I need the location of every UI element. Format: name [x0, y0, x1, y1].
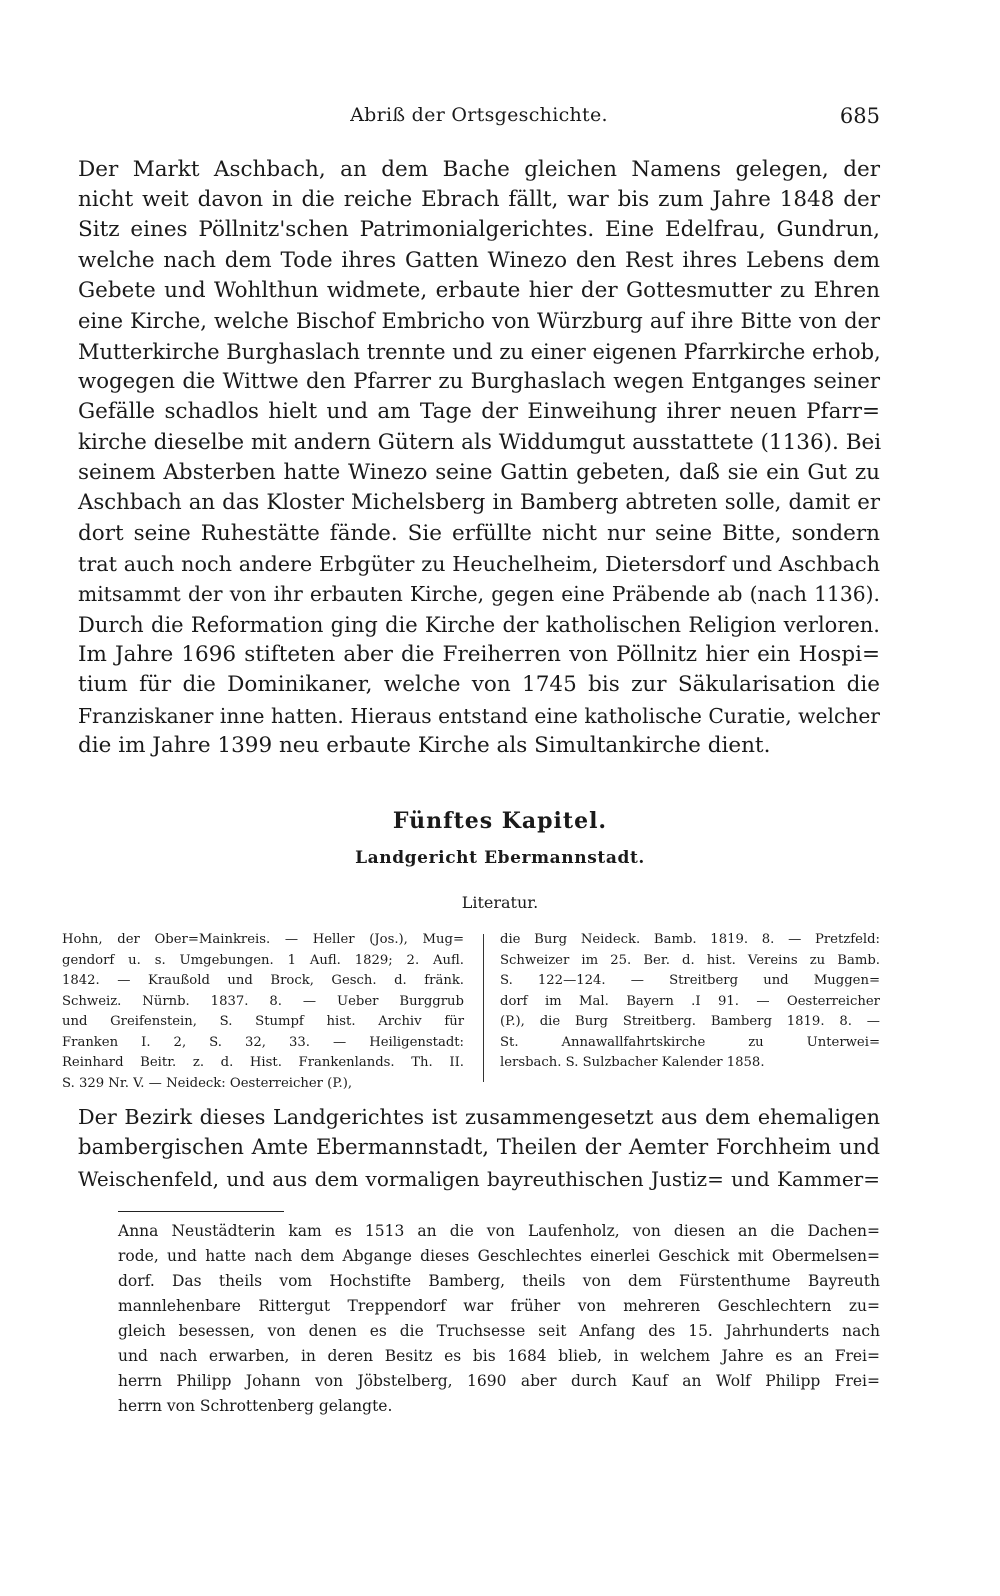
literature-line: Franken I. 2, S. 32, 33. — Heiligenstadt:: [62, 1034, 464, 1050]
text-line: nicht weit davon in die reiche Ebrach fällt, war bis zum Jahre 1848 der: [78, 187, 880, 212]
literature-line: Schweizer im 25. Ber. d. hist. Vereins zu Bamb.: [500, 952, 880, 968]
text-line: die im Jahre 1399 neu erbaute Kirche als Simultankirche dient.: [78, 733, 771, 758]
chapter-title: Fünftes Kapitel.: [392, 808, 608, 834]
text-line: Durch die Reformation ging die Kirche der katholischen Religion verloren.: [78, 613, 880, 637]
literature-line: und Greifenstein, S. Stumpf hist. Archiv für: [62, 1014, 464, 1029]
text-line: trat auch noch andere Erbgüter zu Heuchelheim, Dietersdorf und Aschbach: [78, 552, 880, 576]
literature-line: 1842. — Kraußold und Brock, Gesch. d. fränk.: [62, 973, 464, 988]
footnote-line: und nach erwarben, in deren Besitz es bis 1684 blieb, in welchem Jahre es an Frei=: [118, 1347, 880, 1365]
footnote-rule: [118, 1211, 284, 1212]
literature-line: lersbach. S. Sulzbacher Kalender 1858.: [500, 1055, 765, 1070]
text-line: Im Jahre 1696 stifteten aber die Freiherren von Pöllnitz hier ein Hospi=: [78, 642, 880, 667]
text-line: Weischenfeld, und aus dem vormaligen bayreuthischen Justiz= und Kammer=: [78, 1167, 880, 1191]
text-line: eine Kirche, welche Bischof Embricho von Würzburg auf ihre Bitte von der: [78, 309, 880, 333]
text-line: kirche dieselbe mit andern Gütern als Widdumgut ausstattete (1136). Bei: [78, 430, 882, 455]
page-number: 685: [839, 104, 880, 128]
text-line: Mutterkirche Burghaslach trennte und zu einer eigenen Pfarrkirche erhob,: [78, 340, 881, 364]
text-line: seinem Absterben hatte Winezo seine Gattin gebeten, daß sie ein Gut zu: [78, 460, 880, 485]
running-title: Abriß der Ortsgeschichte.: [350, 104, 608, 126]
literature-column-left: [62, 930, 464, 1094]
literature-line: St. Annawallfahrtskirche zu Unterwei=: [500, 1034, 880, 1050]
footnote-line: Anna Neustädterin kam es 1513 an die von Laufenholz, von diesen an die Dachen=: [118, 1222, 880, 1240]
literature-line: (P.), die Burg Streitberg. Bamberg 1819. 8. —: [500, 1014, 880, 1029]
text-line: tium für die Dominikaner, welche von 1745 bis zur Säkularisation die: [78, 672, 880, 697]
text-line: bambergischen Amte Ebermannstadt, Theilen der Aemter Forchheim und: [78, 1135, 880, 1160]
literature-line: Hohn, der Ober=Mainkreis. — Heller (Jos.), Mug=: [62, 932, 464, 947]
column-divider: [483, 934, 484, 1082]
literature-line: die Burg Neideck. Bamb. 1819. 8. — Pretzfeld:: [500, 932, 880, 947]
text-line: Franziskaner inne hatten. Hieraus entstand eine katholische Curatie, welcher: [78, 704, 880, 728]
text-line: dort seine Ruhestätte fände. Sie erfüllte nicht nur seine Bitte, sondern: [78, 521, 880, 546]
section-title: Landgericht Ebermannstadt.: [355, 848, 645, 868]
text-line: Der Markt Aschbach, an dem Bache gleichen Namens gelegen, der: [78, 157, 880, 182]
text-line: Aschbach an das Kloster Michelsberg in Bamberg abtreten solle, damit er: [78, 490, 880, 515]
text-line: welche nach dem Tode ihres Gatten Winezo den Rest ihres Lebens dem: [78, 248, 880, 273]
literature-line: gendorf u. s. Umgebungen. 1 Aufl. 1829; 2. Aufl.: [62, 952, 464, 968]
literature-line: S. 122—124. — Streitberg und Muggen=: [500, 973, 880, 988]
literature-line: dorf im Mal. Bayern .I 91. — Oesterreicher: [500, 993, 880, 1009]
text-line: Gefälle schadlos hielt und am Tage der Einweihung ihrer neuen Pfarr=: [78, 399, 880, 424]
literature-line: S. 329 Nr. V. — Neideck: Oesterreicher (P.),: [62, 1075, 353, 1091]
text-line: Der Bezirk dieses Landgerichtes ist zusammengesetzt aus dem ehemaligen: [78, 1105, 880, 1129]
text-line: Gebete und Wohlthun widmete, erbaute hier der Gottesmutter zu Ehren: [78, 278, 880, 303]
text-line: Sitz eines Pöllnitz'schen Patrimonialgerichtes. Eine Edelfrau, Gundrun,: [78, 217, 880, 242]
literature-column-right: [500, 930, 880, 1074]
text-line: wogegen die Wittwe den Pfarrer zu Burghaslach wegen Entganges seiner: [78, 369, 880, 394]
footnote-line: herrn von Schrottenberg gelangte.: [118, 1397, 393, 1415]
footnote-line: mannlehenbare Rittergut Treppendorf war früher von mehreren Geschlechtern zu=: [118, 1297, 880, 1315]
running-header: [78, 104, 880, 134]
text-line: mitsammt der von ihr erbauten Kirche, gegen eine Präbende ab (nach 1136).: [78, 582, 880, 606]
literature-line: Schweiz. Nürnb. 1837. 8. — Ueber Burggrub: [62, 993, 464, 1009]
footnote-line: herrn Philipp Johann von Jöbstelberg, 1690 aber durch Kauf an Wolf Philipp Frei=: [118, 1372, 880, 1390]
literature-line: Reinhard Beitr. z. d. Hist. Frankenlands. Th. II.: [62, 1055, 464, 1070]
footnote-line: rode, und hatte nach dem Abgange dieses Geschlechtes einerlei Geschick mit Obermelsen=: [118, 1247, 880, 1265]
footnote-line: dorf. Das theils vom Hochstifte Bamberg, theils von dem Fürstenthume Bayreuth: [118, 1272, 880, 1290]
literature-heading: Literatur.: [461, 893, 539, 912]
footnote-line: gleich besessen, von denen es die Truchsesse seit Anfang des 15. Jahrhunderts nach: [118, 1322, 880, 1340]
